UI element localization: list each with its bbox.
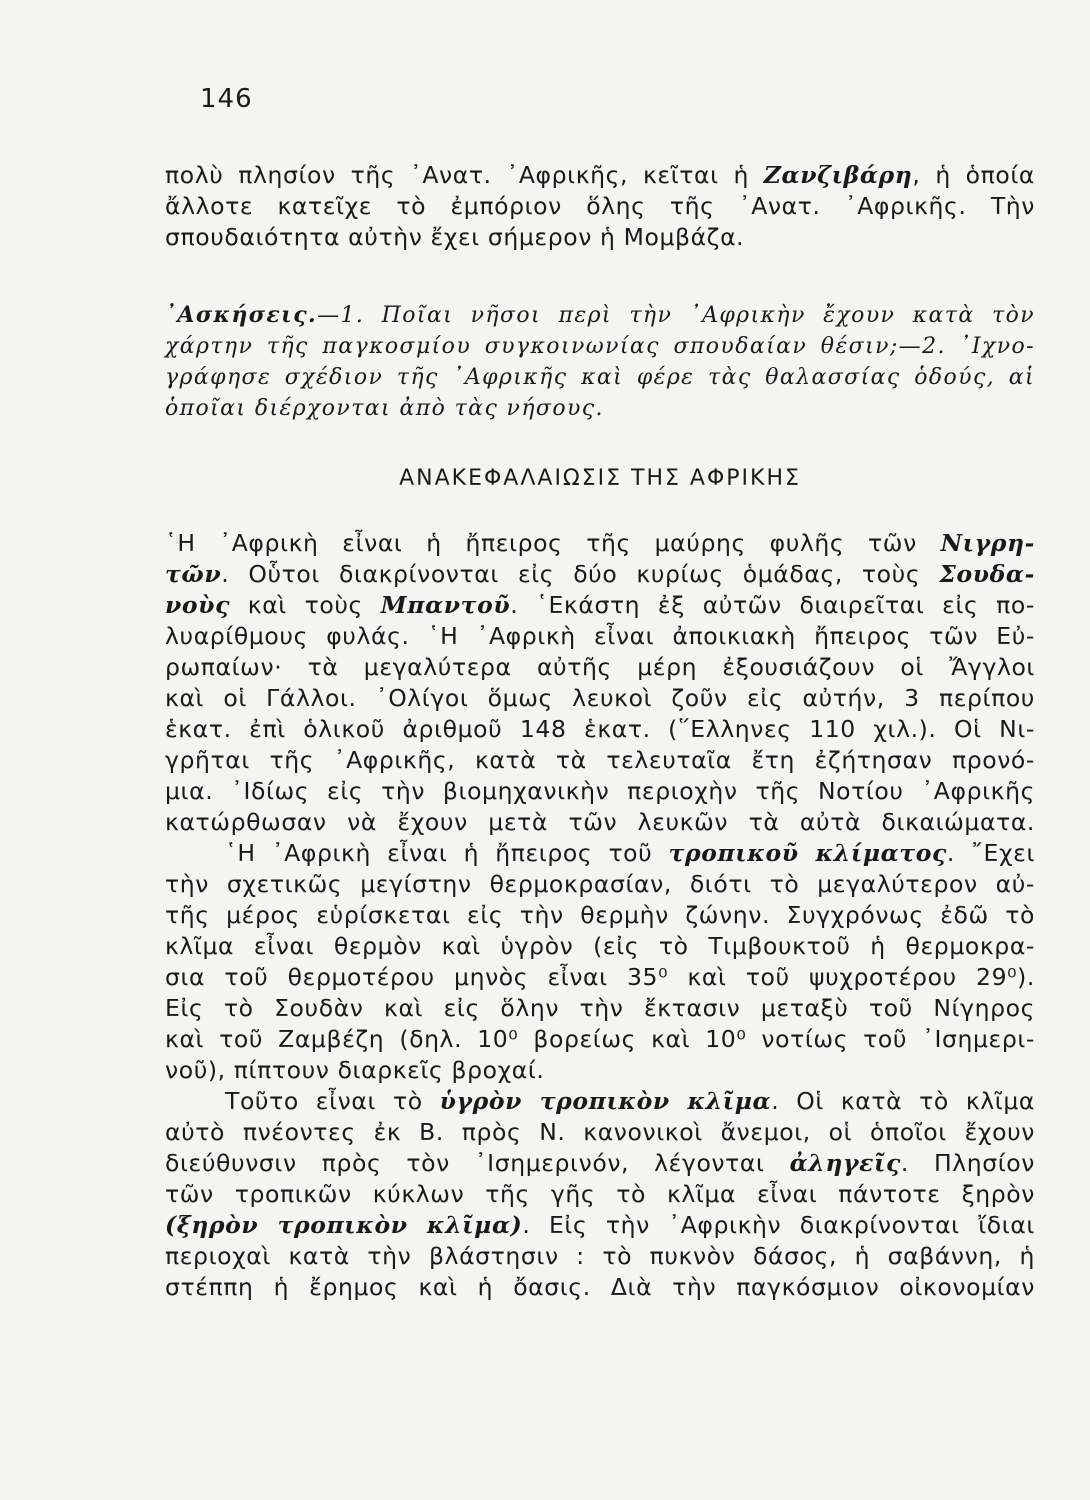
section-heading: ΑΝΑΚΕΦΑΛΑΙΩΣΙΣ ΤΗΣ ΑΦΡΙΚΗΣ xyxy=(399,466,801,491)
text-line: τὴν σχετικῶς μεγίστην θερμοκρασίαν, διότι τὸ μεγαλύτερον αὐ- xyxy=(165,870,1035,898)
text-line: ῾Η ᾿Αφρικὴ εἶναι ἡ ἤπειρος τοῦ τροπικοῦ κλίματος. ῎Εχει xyxy=(225,839,1035,867)
text-line: καὶ οἱ Γάλλοι. ᾿Ολίγοι ὅμως λευκοὶ ζοῦν εἰς αὐτήν, 3 περίπου xyxy=(165,684,1035,712)
exercises-label: ᾿Ασκήσεις. xyxy=(165,302,318,328)
text-line: πολὺ πλησίον τῆς ᾿Ανατ. ᾿Αφρικῆς, κεῖται ἡ Ζανζιβάρη, ἡ ὁποία xyxy=(165,161,1035,189)
text-line: τῶν. Οὗτοι διακρίνονται εἰς δύο κυρίως ὁμάδας, τοὺς Σουδα- xyxy=(165,560,1035,588)
text-line: ῾Η ᾿Αφρικὴ εἶναι ἡ ἤπειρος τῆς μαύρης φυλῆς τῶν Νιγρη- xyxy=(165,529,1035,557)
text-line: Τοῦτο εἶναι τὸ ὑγρὸν τροπικὸν κλῖμα. Οἱ κατὰ τὸ κλῖμα xyxy=(225,1087,1035,1115)
text-line: ἄλλοτε κατεῖχε τὸ ἐμπόριον ὅλης τῆς ᾿Ανατ. ᾿Αφρικῆς. Τὴν xyxy=(165,192,1035,220)
text-line: αὐτὸ πνέοντες ἐκ Β. πρὸς Ν. κανονικοὶ ἄνεμοι, οἱ ὁποῖοι ἔχουν xyxy=(165,1118,1035,1146)
intro-paragraph xyxy=(165,160,1035,253)
summary-section xyxy=(165,528,1035,1303)
text-line: διεύθυνσιν πρὸς τὸν ᾿Ισημερινόν, λέγονται ἀληγεῖς. Πλησίον xyxy=(165,1149,1035,1177)
text-line: λυαρίθμους φυλάς. ῾Η ᾿Αφρικὴ εἶναι ἀποικιακὴ ἤπειρος τῶν Εὐ- xyxy=(165,622,1035,650)
text-line: τῆς μέρος εὑρίσκεται εἰς τὴν θερμὴν ζώνην. Συγχρόνως ἐδῶ τὸ xyxy=(165,901,1035,929)
text-line: Εἰς τὸ Σουδὰν καὶ εἰς ὅλην τὴν ἔκτασιν μεταξὺ τοῦ Νίγηρος xyxy=(165,994,1035,1022)
text-line: νοὺς καὶ τοὺς Μπαντοῦ. ῾Εκάστη ἐξ αὐτῶν διαιρεῖται εἰς πο- xyxy=(165,591,1035,619)
text-line: καὶ τοῦ Ζαμβέζη (δηλ. 10⁰ βορείως καὶ 10⁰ νοτίως τοῦ ᾿Ισημερι- xyxy=(165,1025,1035,1053)
text-line: ρωπαίων· τὰ μεγαλύτερα αὐτῆς μέρη ἐξουσιάζουν οἱ Ἄγγλοι xyxy=(165,653,1035,681)
text-line: ᾿Ασκήσεις.—1. Ποῖαι νῆσοι περὶ τὴν ᾿Αφρικὴν ἔχουν κατὰ τὸν xyxy=(165,302,1035,328)
page-number: 146 xyxy=(200,84,253,114)
text-line: κατώρθωσαν νὰ ἔχουν μετὰ τῶν λευκῶν τὰ αὐτὰ δικαιώματα. xyxy=(165,808,1035,836)
text-line: σπουδαιότητα αὐτὴν ἔχει σήμερον ἡ Μομβάζα. xyxy=(165,223,745,251)
exercises-paragraph xyxy=(165,300,1035,424)
text-line: (ξηρὸν τροπικὸν κλῖμα). Εἰς τὴν ᾿Αφρικὴν διακρίνονται ἴδιαι xyxy=(165,1211,1035,1239)
text-line: γράφησε σχέδιον τῆς ᾿Αφρικῆς καὶ φέρε τὰς θαλασσίας ὁδούς, αἱ xyxy=(165,365,1035,390)
text-line: χάρτην τῆς παγκοσμίου συγκοινωνίας σπουδαίαν θέσιν;—2. ᾿Ιχνο- xyxy=(165,334,1035,359)
text-line: μια. ᾿Ιδίως εἰς τὴν βιομηχανικὴν περιοχὴν τῆς Νοτίου ᾿Αφρικῆς xyxy=(165,777,1035,805)
text-line: τῶν τροπικῶν κύκλων τῆς γῆς τὸ κλῖμα εἶναι πάντοτε ξηρὸν xyxy=(165,1180,1035,1208)
text-line: νοῦ), πίπτουν διαρκεῖς βροχαί. xyxy=(165,1056,545,1084)
text-line: κλῖμα εἶναι θερμὸν καὶ ὑγρὸν (εἰς τὸ Τιμβουκτοῦ ἡ θερμοκρα- xyxy=(165,932,1035,960)
text-line: ἑκατ. ἐπὶ ὁλικοῦ ἀριθμοῦ 148 ἑκατ. (῞Ελληνες 110 χιλ.). Οἱ Νι- xyxy=(165,715,1035,743)
place-name-zanzibar: Ζανζιβάρη xyxy=(763,161,913,189)
text-line: περιοχαὶ κατὰ τὴν βλάστησιν : τὸ πυκνὸν δάσος, ἡ σαβάννη, ἡ xyxy=(165,1242,1035,1270)
text-line: σια τοῦ θερμοτέρου μηνὸς εἶναι 35⁰ καὶ τοῦ ψυχροτέρου 29⁰). xyxy=(165,963,1035,991)
text-line: γρῆται τῆς ᾿Αφρικῆς, κατὰ τὰ τελευταῖα ἔτη ἐζήτησαν προνό- xyxy=(165,746,1035,774)
text-line: ὁποῖαι διέρχονται ἀπὸ τὰς νήσους. xyxy=(165,396,604,421)
text-line: στέππη ἡ ἔρημος καὶ ἡ ὄασις. Διὰ τὴν παγκόσμιον οἰκονομίαν xyxy=(165,1273,1035,1301)
